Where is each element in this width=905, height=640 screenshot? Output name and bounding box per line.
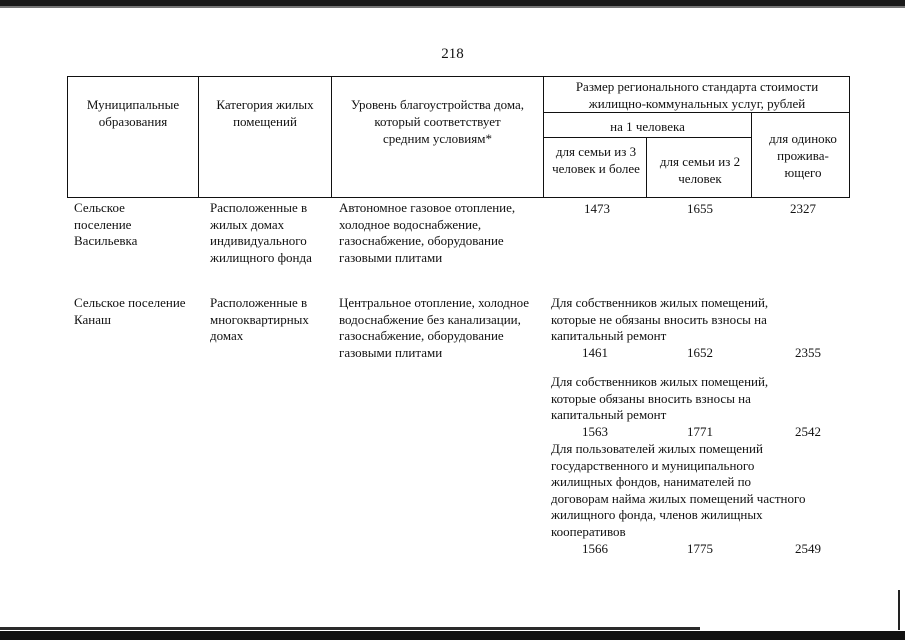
header-divider-1: [198, 76, 199, 198]
per-person-line: [543, 137, 752, 138]
header-family-2: для семьи из 2 человек: [659, 154, 741, 186]
row2-subgroup1-family3: 1461: [582, 345, 608, 360]
scan-edge-mark: [898, 590, 900, 630]
row2-subgroup2-label: Для собственников жилых помещений, которые обязаны вносить взносы на капитальный ремонт: [551, 374, 769, 422]
header-standard-group: Размер регионального стандарта стоимости жилищно-коммунальных услуг, рублей: [575, 79, 819, 111]
family-divider: [646, 137, 647, 198]
row2-subgroup1-single: 2355: [795, 345, 821, 360]
row2-subgroup3-single: 2549: [795, 541, 821, 556]
page-number: 218: [441, 46, 464, 62]
header-amenity-level: Уровень благоустройства дома, который соответствует средним условиям*: [350, 97, 525, 146]
row2-subgroup2-family3: 1563: [582, 424, 608, 439]
header-top-line: [67, 76, 850, 77]
header-single: для одиноко прожива-ющего: [769, 131, 837, 180]
row2-municipality: Сельское поселение Канаш: [74, 295, 186, 327]
row2-subgroup3-family2: 1775: [687, 541, 713, 556]
standard-subheader-line: [543, 112, 850, 113]
row2-subgroup2-family2: 1771: [687, 424, 713, 439]
header-left-line: [67, 76, 68, 198]
header-bottom-line: [67, 197, 850, 198]
header-municipality: Муниципальные образования: [86, 97, 180, 129]
row2-subgroup1-label: Для собственников жилых помещений, которые не обязаны вносить взносы на капитальный ремонт: [551, 295, 769, 343]
row1-family3-value: 1473: [584, 201, 610, 216]
header-divider-2: [331, 76, 332, 198]
row2-category: Расположенные в многоквартирных домах: [210, 295, 309, 343]
row2-subgroup1-family2: 1652: [687, 345, 713, 360]
row2-subgroup3-family3: 1566: [582, 541, 608, 556]
row1-family2-value: 1655: [687, 201, 713, 216]
row2-amenity: Центральное отопление, холодное водоснабжение без канализации, газоснабжение, оборудование газовыми плитами: [339, 295, 530, 360]
scan-bottom-border: [0, 627, 905, 640]
single-divider: [751, 112, 752, 198]
header-family-3: для семьи из 3 человек и более: [552, 144, 640, 176]
row1-amenity: Автономное газовое отопление, холодное водоснабжение, газоснабжение, оборудование газовыми плитами: [339, 200, 516, 265]
header-right-line: [849, 76, 850, 198]
row1-municipality: Сельское поселение Васильевка: [74, 200, 138, 248]
header-housing-category: Категория жилых помещений: [216, 97, 314, 129]
row2-subgroup2-single: 2542: [795, 424, 821, 439]
header-per-person: на 1 человека: [610, 119, 685, 134]
row1-single-value: 2327: [790, 201, 816, 216]
row1-category: Расположенные в жилых домах индивидуального жилищного фонда: [210, 200, 312, 265]
scan-top-border: [0, 0, 905, 10]
row2-subgroup3-label: Для пользователей жилых помещений государственного и муниципального жилищных фондов, нанимателей по договорам найма жилых помещений частного жилищного фонда, членов жилищных кооперативов: [551, 441, 806, 539]
